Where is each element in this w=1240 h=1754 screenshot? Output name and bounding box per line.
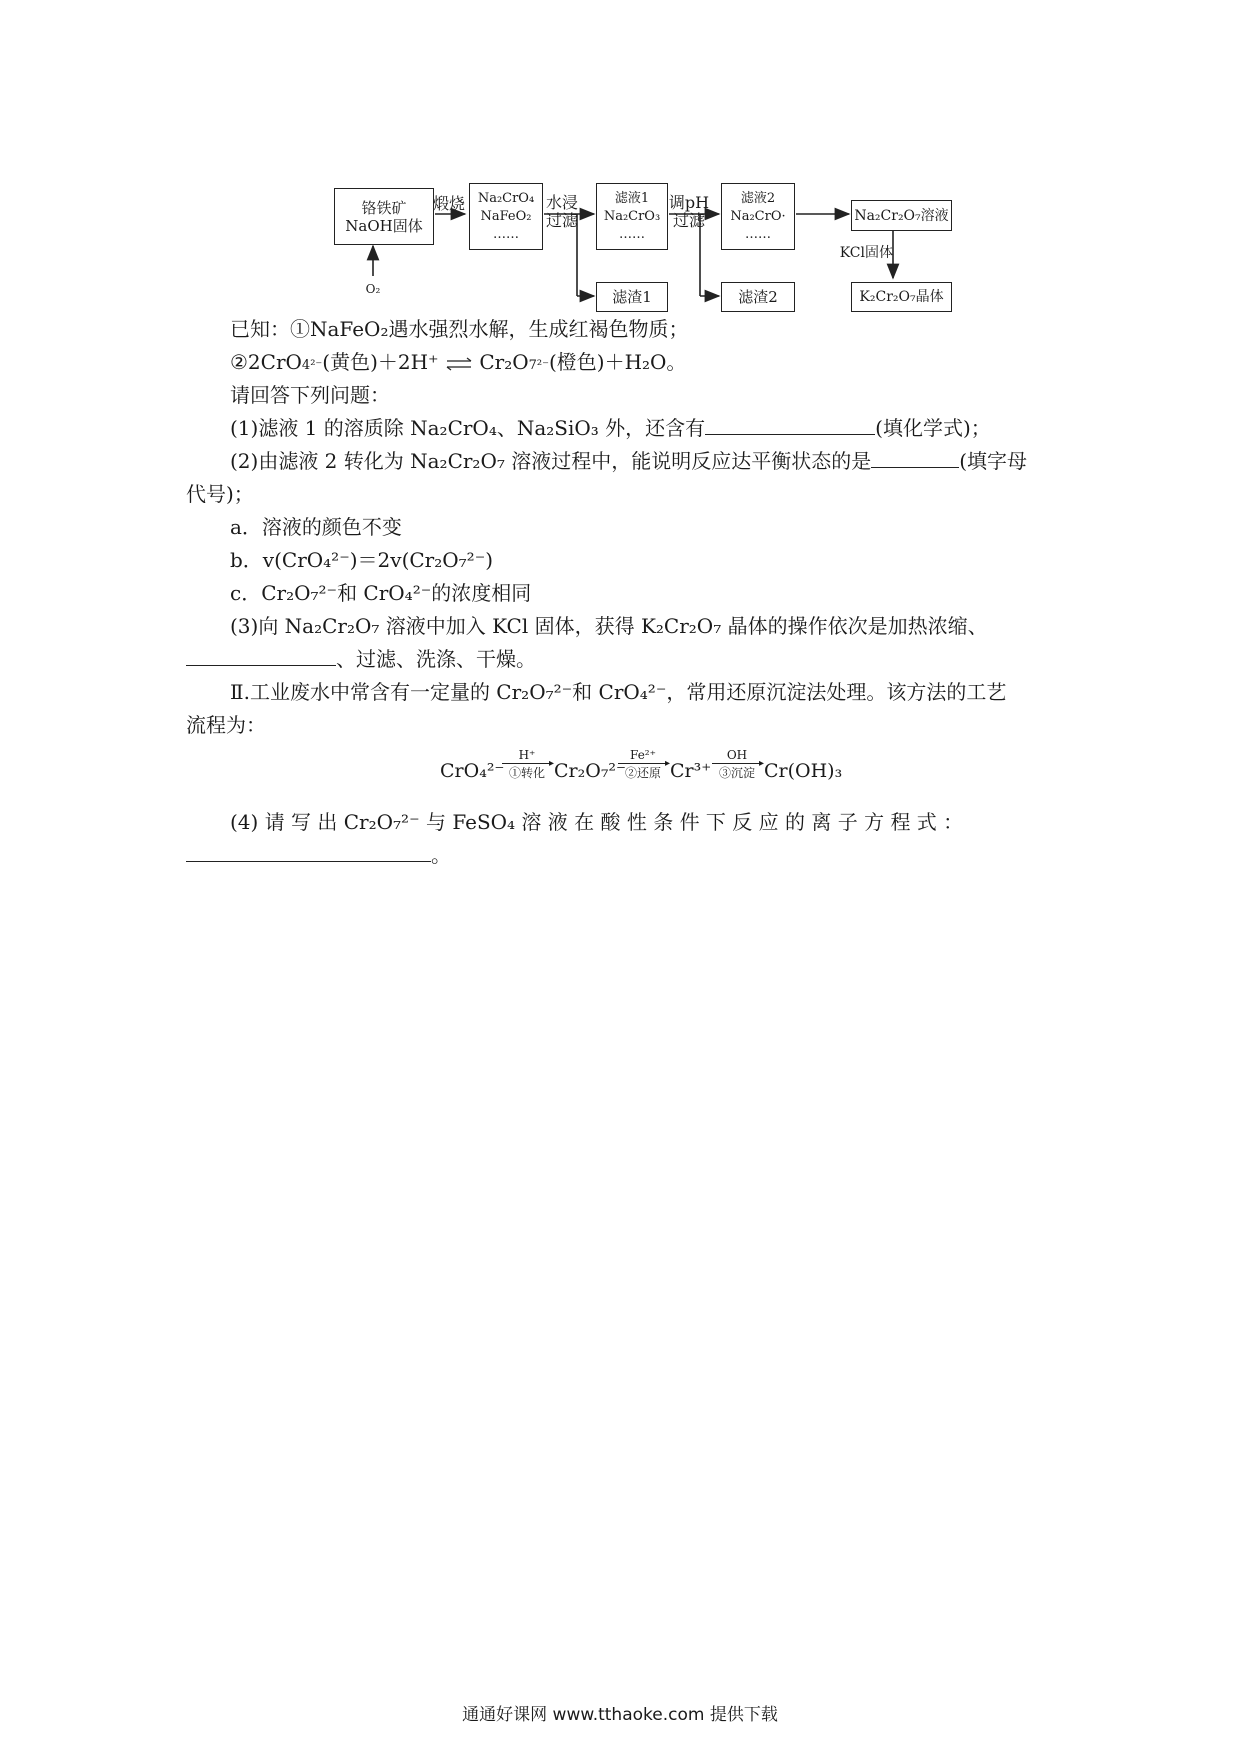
- flow-box-crystal-label: K₂Cr₂O₇晶体: [859, 289, 944, 305]
- flow-box-ore: [334, 188, 434, 245]
- flow-box-roast-product: [469, 183, 543, 250]
- process-arrow-1-reagent: H⁺: [518, 748, 536, 762]
- answer-blank-3[interactable]: [186, 647, 336, 666]
- option-b: b．v(CrO₄²⁻)＝2v(Cr₂O₇²⁻): [230, 548, 494, 572]
- process-species-1: CrO₄²⁻: [440, 760, 505, 782]
- process-species-4: Cr(OH)₃: [764, 760, 843, 782]
- flow-box-filtrate2-line1: 滤液2: [740, 190, 776, 206]
- reversible-arrow-icon: [445, 346, 473, 378]
- arrow-right-icon: ▸: [712, 763, 762, 764]
- flow-box-residue1: [596, 282, 668, 312]
- arrow-label-leach: [540, 194, 584, 230]
- arrow-right-icon: ▸: [502, 763, 552, 764]
- known-condition-2: [230, 346, 686, 382]
- process-arrow-3-step: ③沉淀: [718, 766, 755, 780]
- question-3-suffix: 、过滤、洗涤、干燥。: [336, 647, 536, 671]
- question-4: (4) 请 写 出 Cr₂O₇²⁻ 与 FeSO₄ 溶 液 在 酸 性 条 件 下 反 应 的 离 子 方 程 式 ：: [230, 810, 964, 834]
- flow-box-dichromate-solution: [851, 200, 952, 231]
- process-arrow-1-step: ①转化: [508, 766, 545, 780]
- answer-blank-2[interactable]: [871, 449, 959, 468]
- process-arrow-2-reagent: Fe²⁺: [630, 748, 656, 762]
- arrow-label-kcl: KCl固体: [839, 245, 893, 261]
- question-prompt: 请回答下列问题：: [230, 383, 390, 407]
- flow-box-filtrate1: [596, 183, 668, 250]
- question-3-continued: [186, 643, 536, 675]
- question-2: [230, 445, 1027, 477]
- process-species-2: Cr₂O₇²⁻: [554, 760, 627, 782]
- arrow-label-leach-line1: 水浸: [545, 193, 578, 212]
- flow-box-ore-line1: 铬铁矿: [361, 198, 407, 217]
- option-c: c．Cr₂O₇²⁻和 CrO₄²⁻的浓度相同: [230, 581, 532, 605]
- arrow-label-leach-line2: 过滤: [545, 211, 578, 230]
- question-2-continued: 代号)；: [186, 482, 254, 506]
- known2-ion1: 4²⁻: [301, 358, 323, 373]
- flow-box-dichromate-label: Na₂Cr₂O₇溶液: [854, 207, 949, 224]
- answer-blank-1[interactable]: [705, 416, 875, 435]
- flow-box-filtrate2-line3: ……: [745, 226, 771, 242]
- flow-box-roast-line2: NaFeO₂: [480, 208, 532, 224]
- known2-part-c: Cr₂O: [479, 350, 529, 374]
- flow-box-residue2-label: 滤渣2: [738, 288, 778, 306]
- flow-box-residue1-label: 滤渣1: [612, 288, 652, 306]
- answer-blank-4[interactable]: [186, 843, 431, 862]
- arrow-label-roast: 煅烧: [432, 194, 465, 213]
- question-1: [230, 412, 991, 444]
- flow-box-residue2: [721, 282, 795, 312]
- part-2-intro-continued: 流程为：: [186, 713, 266, 737]
- arrow-label-ph-line2: 过滤: [672, 211, 705, 230]
- process-arrow-2-step: ②还原: [624, 766, 661, 780]
- input-label-oxygen: O₂: [365, 282, 381, 296]
- process-arrow-2: [618, 748, 668, 781]
- flow-box-filtrate1-line2: Na₂CrO₃: [603, 208, 661, 224]
- question-3: (3)向 Na₂Cr₂O₇ 溶液中加入 KCl 固体，获得 K₂Cr₂O₇ 晶体的操作依次是加热浓缩、: [230, 614, 988, 638]
- process-arrow-3-reagent: OH: [726, 748, 748, 762]
- flow-box-crystal: [851, 282, 952, 312]
- question-4-suffix: 。: [431, 843, 451, 867]
- flow-box-roast-line3: ……: [493, 226, 519, 242]
- flowchart-arrows: [0, 0, 1240, 320]
- flow-box-filtrate2-line2: Na₂CrO·: [730, 208, 786, 224]
- flow-box-roast-line1: Na₂CrO₄: [477, 190, 535, 206]
- question-1-text: (1)滤液 1 的溶质除 Na₂CrO₄、Na₂SiO₃ 外，还含有: [230, 416, 706, 440]
- flow-box-filtrate1-line3: ……: [619, 226, 645, 242]
- arrow-right-icon: ▸: [618, 763, 668, 764]
- flow-box-ore-line2: NaOH固体: [345, 216, 423, 235]
- option-a: a．溶液的颜色不变: [230, 515, 402, 539]
- process-arrow-1: [502, 748, 552, 781]
- process-equation: [440, 748, 860, 798]
- known-condition-1: 已知：①NaFeO₂遇水强烈水解，生成红褐色物质；: [230, 317, 689, 341]
- flow-box-filtrate2: [721, 183, 795, 250]
- arrow-label-ph: [666, 194, 712, 230]
- process-arrow-3: [712, 748, 762, 781]
- part-2-intro: Ⅱ.工业废水中常含有一定量的 Cr₂O₇²⁻和 CrO₄²⁻，常用还原沉淀法处理。该方法的工艺: [230, 680, 1007, 704]
- process-species-3: Cr³⁺: [670, 760, 712, 782]
- page-footer: 通通好课网 www.tthaoke.com 提供下载: [462, 1705, 778, 1725]
- flow-box-filtrate1-line1: 滤液1: [614, 190, 650, 206]
- arrow-label-ph-line1: 调pH: [668, 193, 710, 212]
- known2-part-a: ②2CrO: [230, 350, 302, 374]
- question-2-suffix: (填字母: [959, 449, 1028, 473]
- known2-part-b: (黄色)＋2H⁺: [322, 350, 439, 374]
- known2-part-d: (橙色)＋H₂O。: [548, 350, 687, 374]
- question-2-text: (2)由滤液 2 转化为 Na₂Cr₂O₇ 溶液过程中，能说明反应达平衡状态的是: [230, 449, 872, 473]
- question-1-suffix: (填化学式)；: [875, 416, 991, 440]
- known2-ion2: 7²⁻: [528, 358, 549, 373]
- question-4-continued: [186, 839, 451, 871]
